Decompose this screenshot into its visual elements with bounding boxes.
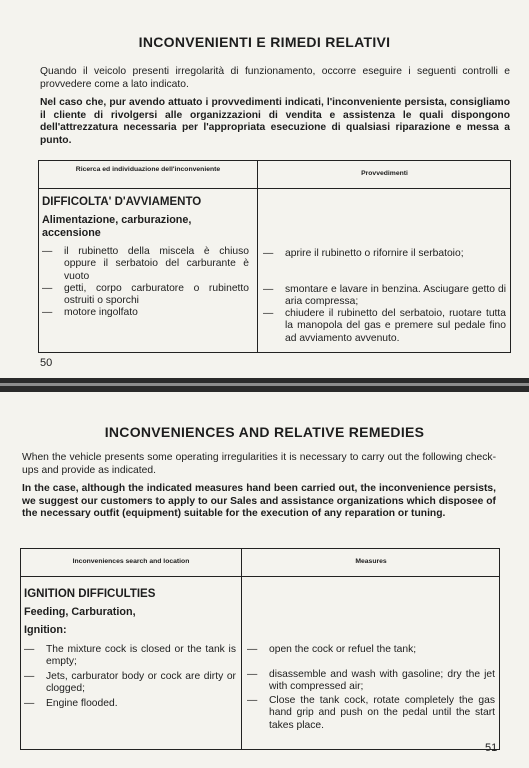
notice-paragraph: Nel caso che, pur avendo attuato i provvedimenti indicati, l'inconveniente persista, consigliamo il cliente di rivolgersi alle organizzazioni di vendita e assistenza le quali dispongono dell'attrezzatura necessaria per l'appropriata esecuzione di qualsiasi riparazione e messa a punto.: [40, 97, 510, 146]
page-separator-line: [0, 383, 529, 386]
page-number: 51: [485, 742, 498, 754]
list-item: — Engine flooded.: [24, 698, 118, 709]
section-heading: DIFFICOLTA' D'AVVIAMENTO: [42, 196, 202, 208]
intro-paragraph: Quando il veicolo presenti irregolarità di funzionamento, occorre eseguire i seguenti controlli e provvedere come a lato indicato.: [40, 66, 510, 90]
page-title: INCONVENIENTI E RIMEDI RELATIVI: [138, 34, 391, 50]
list-item: — motore ingolfato: [42, 307, 138, 318]
list-item: — open the cock or refuel the tank;: [247, 644, 417, 655]
page-number: 50: [40, 357, 53, 369]
column-header-measures: Provvedimenti: [361, 170, 408, 177]
list-item: — chiudere il rubinetto del serbatoio, ruotare tutta la manopola del gas e premere sul pedale fino ad avviamento avvenuto.: [263, 308, 506, 344]
subsection-heading: Ignition:: [24, 624, 67, 636]
list-item: — getti, corpo carburatore o rubinetto ostruiti o sporchi: [42, 283, 249, 307]
list-item: — The mixture cock is closed or the tank is empty;: [24, 644, 236, 668]
notice-paragraph: In the case, although the indicated measures hand been carried out, the inconvenience persists, we suggest our customers to apply to our Sales and assistance organizations which disposee of the necessary outfit (equipment) suitable for the execution of any reparation or tuning.: [22, 483, 496, 520]
column-header-measures: Measures: [355, 558, 387, 565]
column-divider: [257, 160, 258, 352]
intro-paragraph: When the vehicle presents some operating irregularities it is necessary to carry out the following check-ups and provide as indicated.: [22, 452, 496, 476]
page-title: INCONVENIENCES AND RELATIVE REMEDIES: [104, 424, 425, 440]
column-header-search: Ricerca ed individuazione dell'inconveniente: [75, 166, 221, 173]
list-item: — smontare e lavare in benzina. Asciugare getto di aria compressa;: [263, 284, 506, 308]
column-divider: [241, 548, 242, 750]
list-item: — Close the tank cock, rotate completely the gas hand grip and push on the pedal until the start takes place.: [247, 695, 495, 731]
subsection-heading: Feeding, Carburation,: [24, 606, 136, 618]
list-item: — aprire il rubinetto o rifornire il serbatoio;: [263, 248, 464, 259]
column-header-search: Inconveniences search and location: [72, 558, 190, 565]
subsection-heading: Alimentazione, carburazione, accensione: [42, 214, 192, 239]
page-51: [0, 392, 529, 768]
list-item: — il rubinetto della miscela è chiuso oppure il serbatoio del carburante è vuoto: [42, 246, 249, 282]
list-item: — disassemble and wash with gasoline; dry the jet with compressed air;: [247, 669, 495, 693]
section-heading: IGNITION DIFFICULTIES: [24, 588, 156, 600]
list-item: — Jets, carburator body or cock are dirty or clogged;: [24, 671, 236, 695]
page-50: [0, 0, 529, 378]
